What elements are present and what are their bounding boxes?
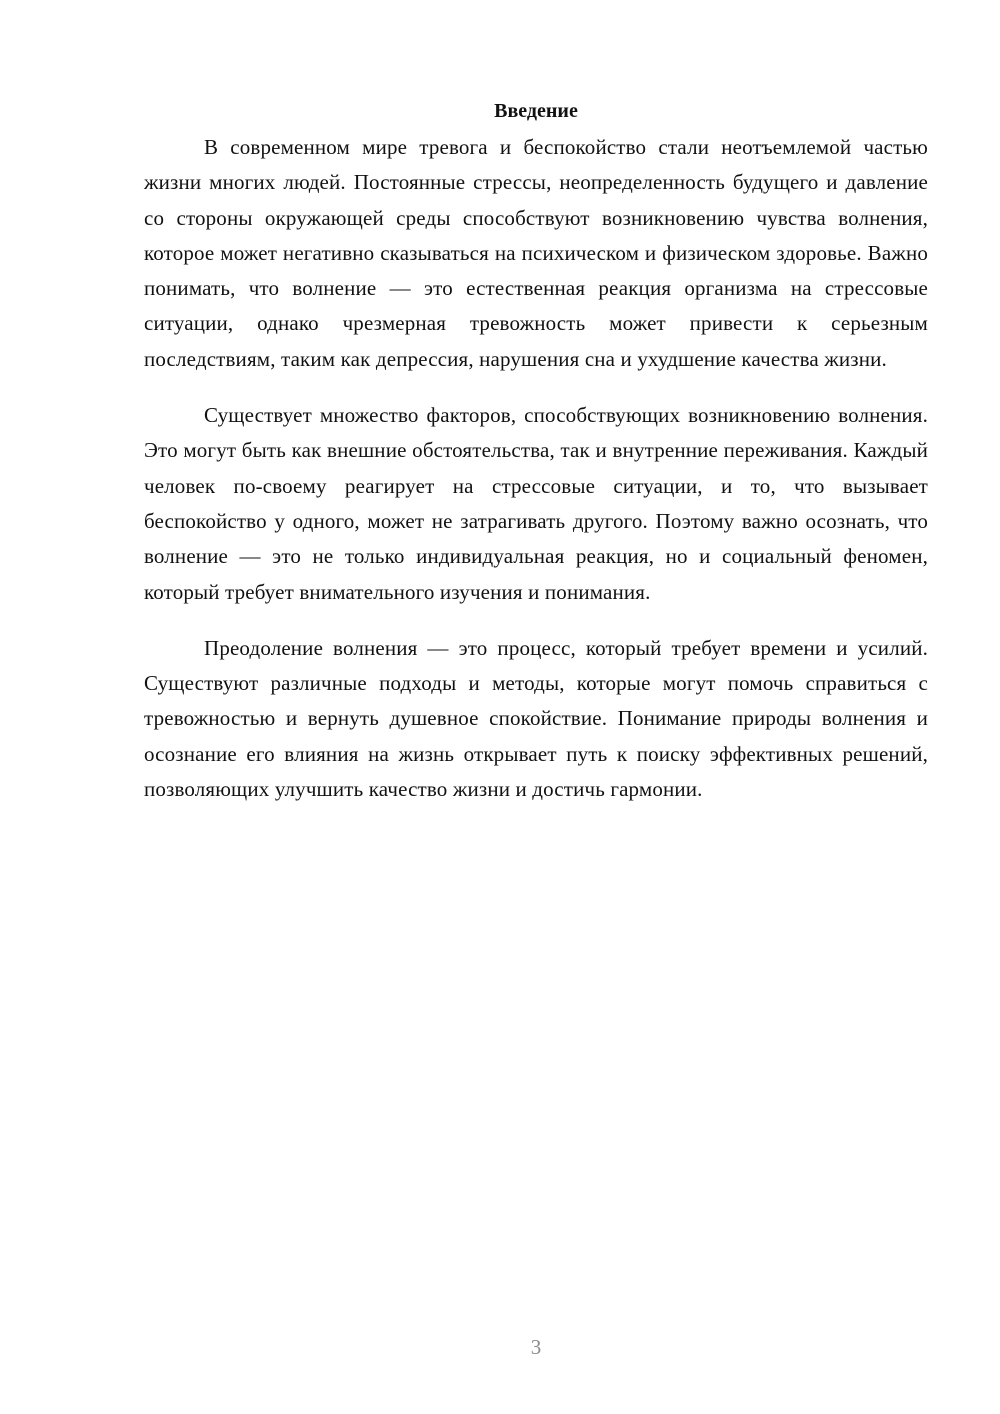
page-content (144, 96, 928, 828)
section-title: Введение (494, 100, 578, 122)
paragraph-3: Преодоление волнения — это процесс, который требует времени и усилий. Существуют различные подходы и методы, которые могут помочь справиться с тревожностью и вернуть душевное спокойствие. Понимание природы волнения и осознание его влияния на жизнь открывает путь к поиску эффективных решений, позволяющих улучшить качество жизни и достичь гармонии. (144, 635, 928, 802)
paragraph-2: Существует множество факторов, способствующих возникновению волнения. Это могут быть как внешние обстоятельства, так и внутренние переживания. Каждый человек по-своему реагирует на стрессовые ситуации, и то, что вызывает беспокойство у одного, может не затрагивать другого. Поэтому важно осознать, что волнение — это не только индивидуальная реакция, но и социальный феномен, который требует внимательного изучения и понимания. (144, 403, 928, 604)
paragraph-1: В современном мире тревога и беспокойство стали неотъемлемой частью жизни многих людей. Постоянные стрессы, неопределенность будущего и давление со стороны окружающей среды способствуют возникновению чувства волнения, которое может негативно сказываться на психическом и физическом здоровье. Важно понимать, что волнение — это естественная реакция организма на стрессовые ситуации, однако чрезмерная тревожность может привести к серьезным последствиям, таким как депрессия, нарушения сна и ухудшение качества жизни. (144, 135, 928, 371)
page-number: 3 (530, 1335, 542, 1359)
